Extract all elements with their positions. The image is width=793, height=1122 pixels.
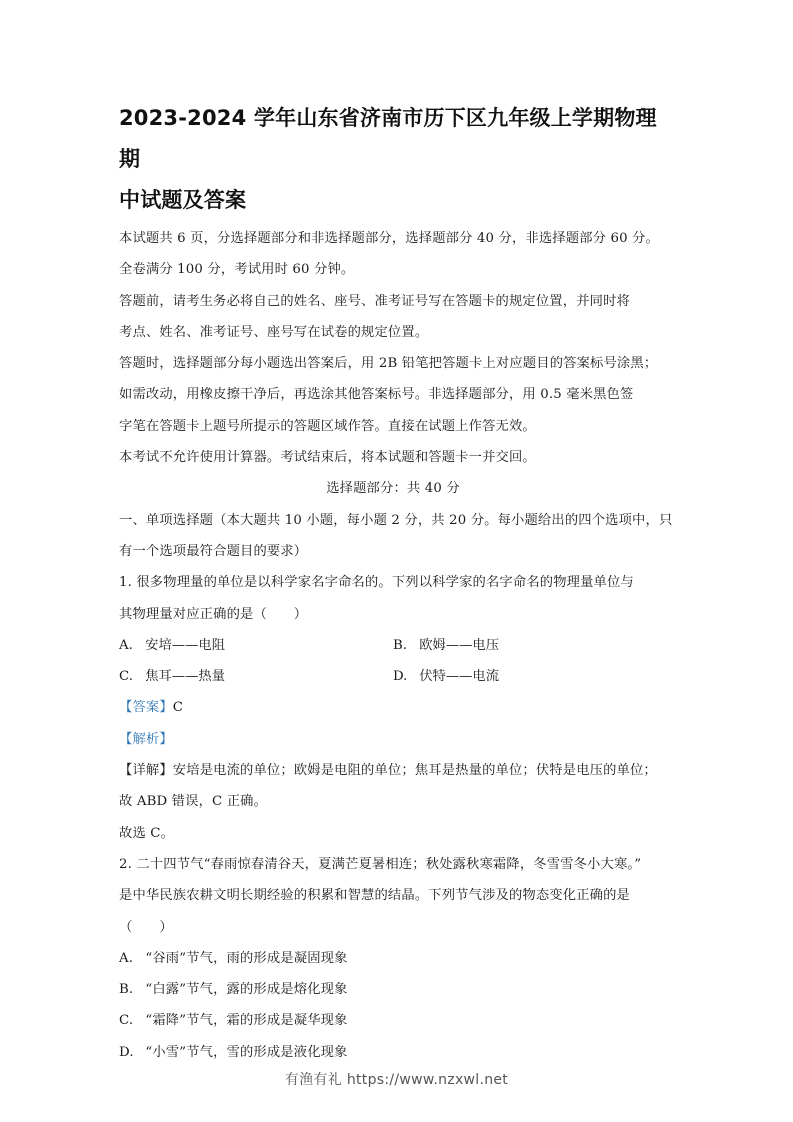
- conclusion-line: 故选 C。: [119, 825, 175, 841]
- instruction-line: 本试题共 6 页，分选择题部分和非选择题部分，选择题部分 40 分，非选择题部分 60 分。: [119, 231, 659, 246]
- instruction-line: 本考试不允许使用计算器。考试结束后，将本试题和答题卡一并交回。: [119, 450, 536, 466]
- option-label: B.: [393, 637, 407, 653]
- option-label: C.: [119, 669, 133, 685]
- answer-line: [119, 692, 667, 723]
- option-c: [119, 661, 393, 692]
- footer-watermark: 有渔有礼 https://www.nzxwl.net: [284, 1072, 509, 1088]
- options-row: [119, 661, 667, 692]
- option-text: “小雪”节气，雪的形成是液化现象: [145, 1044, 348, 1060]
- section-heading: 选择题部分：共 40 分: [326, 481, 460, 497]
- option-a: [119, 630, 393, 661]
- option-text: “谷雨”节气，雨的形成是凝固现象: [145, 950, 348, 966]
- instruction-line: 字笔在答题卡上题号所提示的答题区域作答。直接在试题上作答无效。: [119, 418, 536, 434]
- option-a: [119, 943, 667, 974]
- exam-page: [119, 98, 673, 1068]
- option-label: A.: [119, 637, 133, 653]
- option-text: “白露”节气，露的形成是熔化现象: [145, 982, 348, 998]
- option-label: B.: [119, 982, 134, 998]
- option-text: 欧姆——电压: [419, 637, 500, 653]
- instruction-line: 答题前，请考生务必将自己的姓名、座号、准考证号写在答题卡的规定位置，并同时将: [119, 293, 630, 309]
- document-title: [119, 98, 667, 221]
- question-stem-line: 1. 很多物理量的单位是以科学家名字命名的。下列以科学家的名字命名的物理量单位与: [119, 575, 634, 591]
- part-heading-line: 有一个选项最符合题目的要求）: [119, 543, 308, 559]
- option-c: [119, 1005, 667, 1036]
- instruction-line: 答题时，选择题部分每小题选出答案后，用 2B 铅笔把答题卡上对应题目的答案标号涂黑；: [119, 356, 658, 372]
- instruction-line: 全卷满分 100 分，考试用时 60 分钟。: [119, 262, 355, 278]
- detail-line: [119, 755, 667, 786]
- instruction-line: 考点、姓名、准考证号、座号写在试卷的规定位置。: [119, 324, 429, 340]
- option-d: [119, 1037, 667, 1068]
- title-line-1: 2023-2024 学年山东省济南市历下区九年级上学期物理期: [119, 106, 657, 171]
- answer-tag: 【答案】: [119, 700, 173, 716]
- question-1: [119, 567, 667, 849]
- title-line-2: 中试题及答案: [119, 188, 247, 212]
- option-text: 焦耳——热量: [145, 669, 226, 685]
- question-stem-line: （ ）: [119, 919, 173, 935]
- option-label: A.: [119, 950, 134, 966]
- detail-text: 安培是电流的单位；欧姆是电阻的单位；焦耳是热量的单位；伏特是电压的单位；: [172, 763, 657, 779]
- option-label: D.: [119, 1044, 134, 1060]
- option-text: 安培——电阻: [145, 637, 226, 653]
- question-stem-line: 2. 二十四节气“春雨惊春清谷天，夏满芒夏暑相连；秋处露秋寒霜降，冬雪雪冬小大寒。”: [119, 856, 642, 872]
- detail-tag: 【详解】: [119, 763, 173, 779]
- option-label: D.: [393, 669, 408, 685]
- analysis-tag: 【解析】: [119, 731, 173, 747]
- option-b: [393, 630, 667, 661]
- part-heading: [119, 505, 673, 568]
- question-stem-line: 是中华民族农耕文明长期经验的积累和智慧的结晶。下列节气涉及的物态变化正确的是: [119, 888, 630, 904]
- options-row: [119, 630, 667, 661]
- instruction-line: 如需改动，用橡皮擦干净后，再选涂其他答案标号。非选择题部分，用 0.5 毫米黑色签: [119, 387, 634, 403]
- option-text: “霜降”节气，霜的形成是凝华现象: [145, 1013, 348, 1029]
- part-heading-line: 一、单项选择题（本大题共 10 小题，每小题 2 分，共 20 分。每小题给出的四个选项中，只: [119, 512, 673, 528]
- question-2: [119, 849, 667, 1068]
- option-label: C.: [119, 1013, 134, 1029]
- exam-instructions: [119, 223, 667, 473]
- option-text: 伏特——电流: [419, 669, 500, 685]
- analysis-line: [119, 724, 667, 755]
- option-d: [393, 661, 667, 692]
- answer-value: C: [172, 700, 184, 716]
- detail-line: 故 ABD 错误，C 正确。: [119, 794, 268, 810]
- question-stem-line: 其物理量对应正确的是（ ）: [119, 606, 308, 622]
- option-b: [119, 974, 667, 1005]
